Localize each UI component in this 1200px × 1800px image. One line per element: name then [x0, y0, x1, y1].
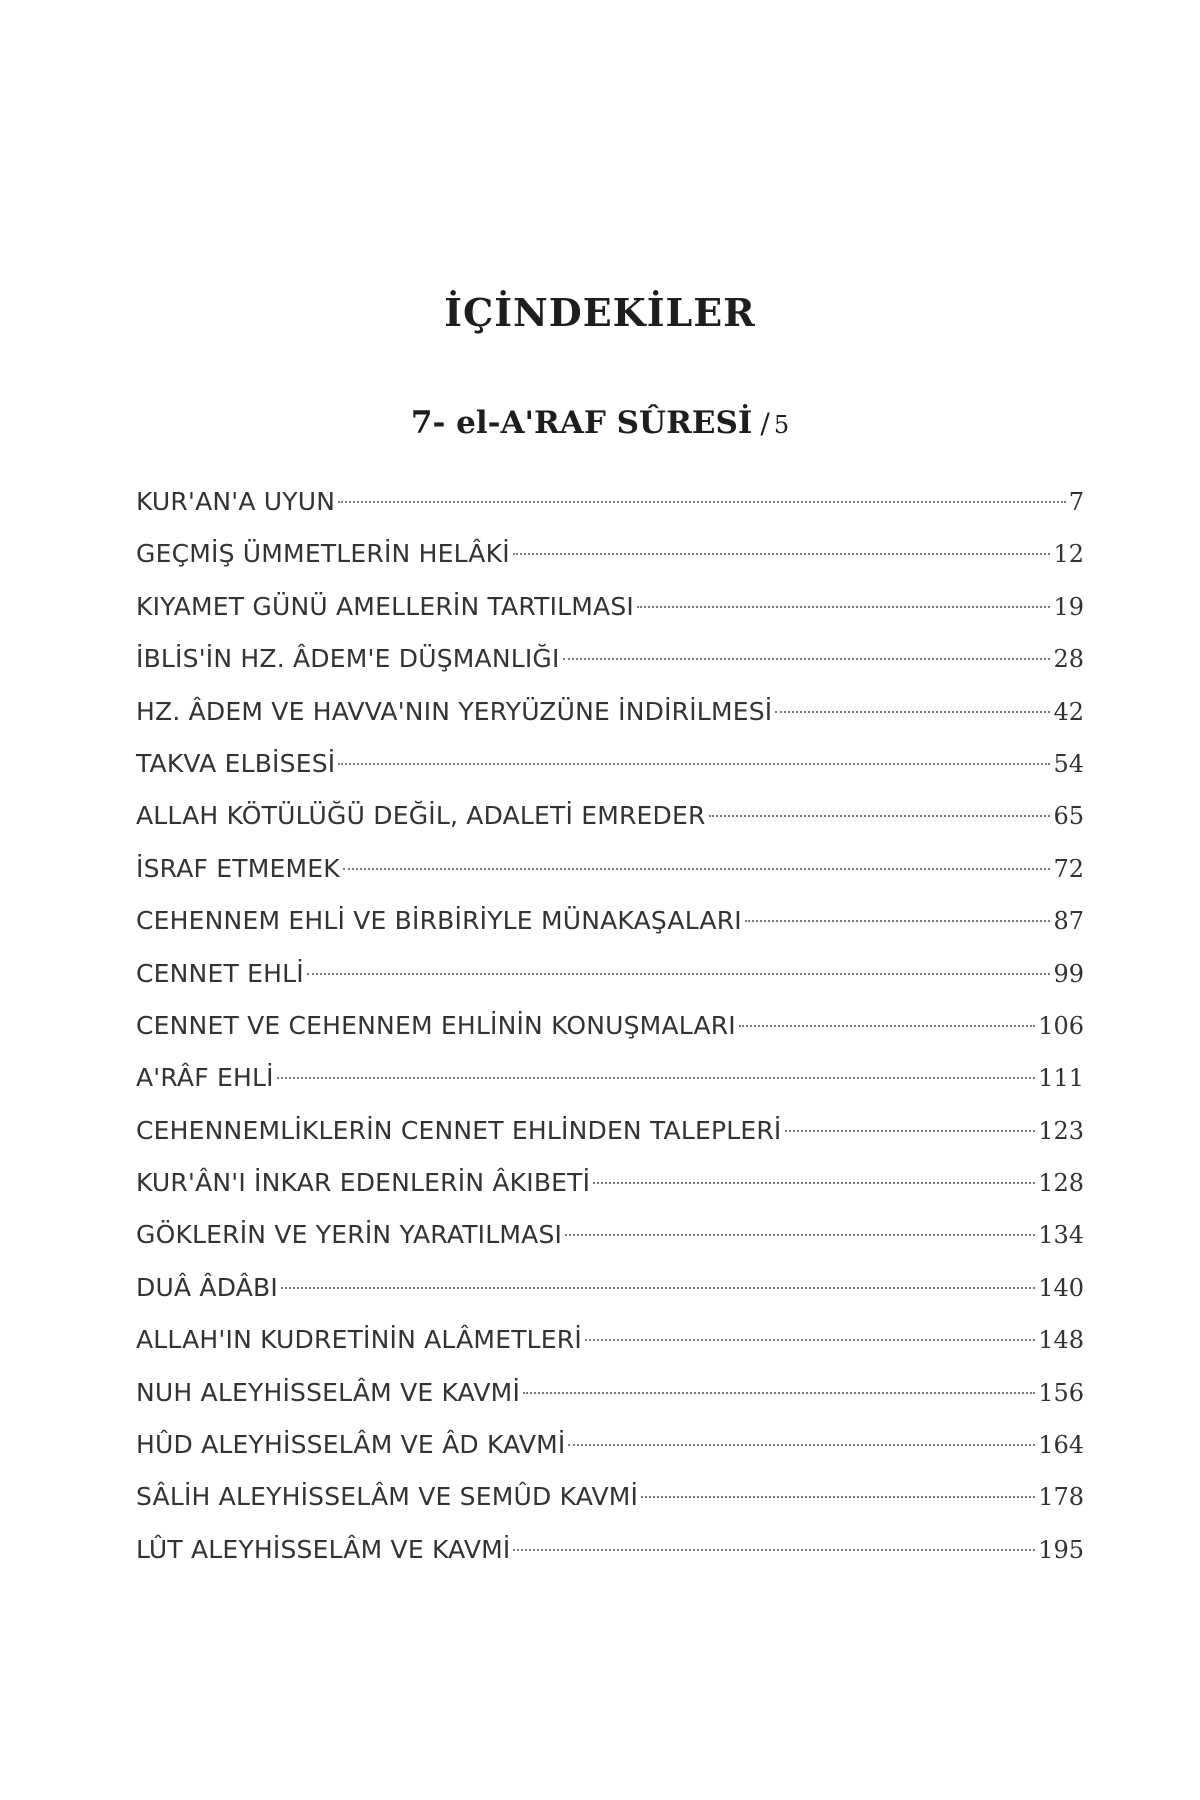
toc-entry	[136, 1314, 1084, 1366]
toc-dot-leader	[641, 1496, 1035, 1498]
toc-entry-page-number: 148	[1038, 1326, 1084, 1355]
toc-dot-leader	[593, 1182, 1035, 1184]
toc-dot-leader	[338, 763, 1050, 765]
toc-entry-page-number: 195	[1038, 1535, 1084, 1564]
toc-entry-title: KIYAMET GÜNÜ AMELLERİN TARTILMASI	[136, 591, 634, 621]
toc-entry-page-number: 111	[1038, 1064, 1084, 1093]
toc-entry-page-number: 123	[1038, 1116, 1084, 1145]
table-of-contents	[136, 476, 1084, 1576]
toc-entry-page-number: 12	[1053, 540, 1084, 569]
toc-entry-page-number: 65	[1053, 802, 1084, 831]
toc-entry	[136, 633, 1084, 685]
toc-dot-leader	[745, 920, 1051, 922]
toc-entry	[136, 1105, 1084, 1157]
toc-entry-page-number: 19	[1053, 592, 1084, 621]
toc-dot-leader	[523, 1392, 1035, 1394]
toc-entry-page-number: 140	[1038, 1273, 1084, 1302]
toc-entry-title: A'RÂF EHLİ	[136, 1063, 274, 1093]
toc-entry	[136, 1471, 1084, 1523]
toc-entry-title: GEÇMİŞ ÜMMETLERİN HELÂKİ	[136, 539, 510, 569]
section-title: 7- el-A'RAF SÛRESİ	[410, 405, 753, 441]
toc-dot-leader	[338, 501, 1066, 503]
toc-entry-page-number: 164	[1038, 1431, 1084, 1460]
toc-entry-title: CEHENNEMLİKLERİN CENNET EHLİNDEN TALEPLERİ	[136, 1115, 782, 1145]
toc-dot-leader	[637, 606, 1050, 608]
toc-entry	[136, 1524, 1084, 1576]
toc-dot-leader	[739, 1025, 1035, 1027]
toc-entry-title: DUÂ ÂDÂBI	[136, 1272, 278, 1302]
toc-entry-title: LÛT ALEYHİSSELÂM VE KAVMİ	[136, 1534, 511, 1564]
toc-dot-leader	[513, 553, 1051, 555]
toc-entry	[136, 843, 1084, 895]
toc-entry-page-number: 42	[1053, 697, 1084, 726]
toc-entry-title: CENNET VE CEHENNEM EHLİNİN KONUŞMALARI	[136, 1010, 736, 1040]
toc-dot-leader	[563, 658, 1051, 660]
toc-entry-title: HÛD ALEYHİSSELÂM VE ÂD KAVMİ	[136, 1430, 566, 1460]
toc-entry	[136, 1052, 1084, 1104]
toc-entry-title: KUR'ÂN'I İNKAR EDENLERİN ÂKIBETİ	[136, 1168, 591, 1198]
toc-entry	[136, 1419, 1084, 1471]
toc-dot-leader	[585, 1339, 1035, 1341]
toc-entry	[136, 790, 1084, 842]
toc-entry	[136, 1157, 1084, 1209]
toc-entry-title: CENNET EHLİ	[136, 958, 304, 988]
toc-entry	[136, 581, 1084, 633]
toc-dot-leader	[775, 711, 1050, 713]
section-heading	[0, 405, 1200, 441]
toc-dot-leader	[513, 1549, 1035, 1551]
page-title: İÇİNDEKİLER	[444, 290, 756, 335]
toc-entry-page-number: 28	[1053, 645, 1084, 674]
toc-entry	[136, 1262, 1084, 1314]
toc-entry-title: NUH ALEYHİSSELÂM VE KAVMİ	[136, 1377, 521, 1407]
toc-entry-page-number: 54	[1053, 749, 1084, 778]
section-separator: /	[760, 407, 770, 440]
toc-entry-page-number: 99	[1053, 959, 1084, 988]
toc-entry-title: CEHENNEM EHLİ VE BİRBİRİYLE MÜNAKAŞALARI	[136, 906, 742, 936]
toc-dot-leader	[281, 1287, 1035, 1289]
toc-entry-title: ALLAH KÖTÜLÜĞÜ DEĞİL, ADALETİ EMREDER	[136, 801, 706, 831]
toc-dot-leader	[709, 815, 1051, 817]
toc-entry	[136, 1000, 1084, 1052]
toc-entry-page-number: 134	[1038, 1221, 1084, 1250]
toc-entry-title: İSRAF ETMEMEK	[136, 853, 340, 883]
toc-entry	[136, 1367, 1084, 1419]
toc-dot-leader	[277, 1077, 1036, 1079]
toc-entry-page-number: 156	[1038, 1378, 1084, 1407]
toc-entry-page-number: 106	[1038, 1011, 1084, 1040]
toc-entry-title: İBLİS'İN HZ. ÂDEM'E DÜŞMANLIĞI	[136, 644, 560, 674]
toc-entry-page-number: 7	[1068, 488, 1084, 516]
toc-dot-leader	[785, 1130, 1036, 1132]
toc-entry-title: TAKVA ELBİSESİ	[136, 748, 336, 778]
toc-entry-title: KUR'AN'A UYUN	[136, 487, 336, 516]
toc-entry	[136, 738, 1084, 790]
toc-dot-leader	[565, 1234, 1035, 1236]
toc-entry-title: ALLAH'IN KUDRETİNİN ALÂMETLERİ	[136, 1325, 582, 1355]
toc-entry	[136, 1209, 1084, 1261]
section-page-number: 5	[773, 411, 790, 439]
toc-dot-leader	[568, 1444, 1035, 1446]
toc-entry	[136, 948, 1084, 1000]
toc-entry	[136, 476, 1084, 528]
toc-entry-title: GÖKLERİN VE YERİN YARATILMASI	[136, 1220, 563, 1250]
toc-entry	[136, 895, 1084, 947]
toc-dot-leader	[307, 973, 1051, 975]
toc-entry-title: HZ. ÂDEM VE HAVVA'NIN YERYÜZÜNE İNDİRİLMESİ	[136, 696, 773, 726]
toc-dot-leader	[343, 868, 1051, 870]
toc-entry	[136, 528, 1084, 580]
toc-entry-page-number: 178	[1038, 1483, 1084, 1512]
toc-entry-page-number: 87	[1053, 907, 1084, 936]
toc-entry	[136, 686, 1084, 738]
toc-entry-title: SÂLİH ALEYHİSSELÂM VE SEMÛD KAVMİ	[136, 1482, 639, 1512]
toc-entry-page-number: 72	[1053, 854, 1084, 883]
toc-entry-page-number: 128	[1038, 1169, 1084, 1198]
